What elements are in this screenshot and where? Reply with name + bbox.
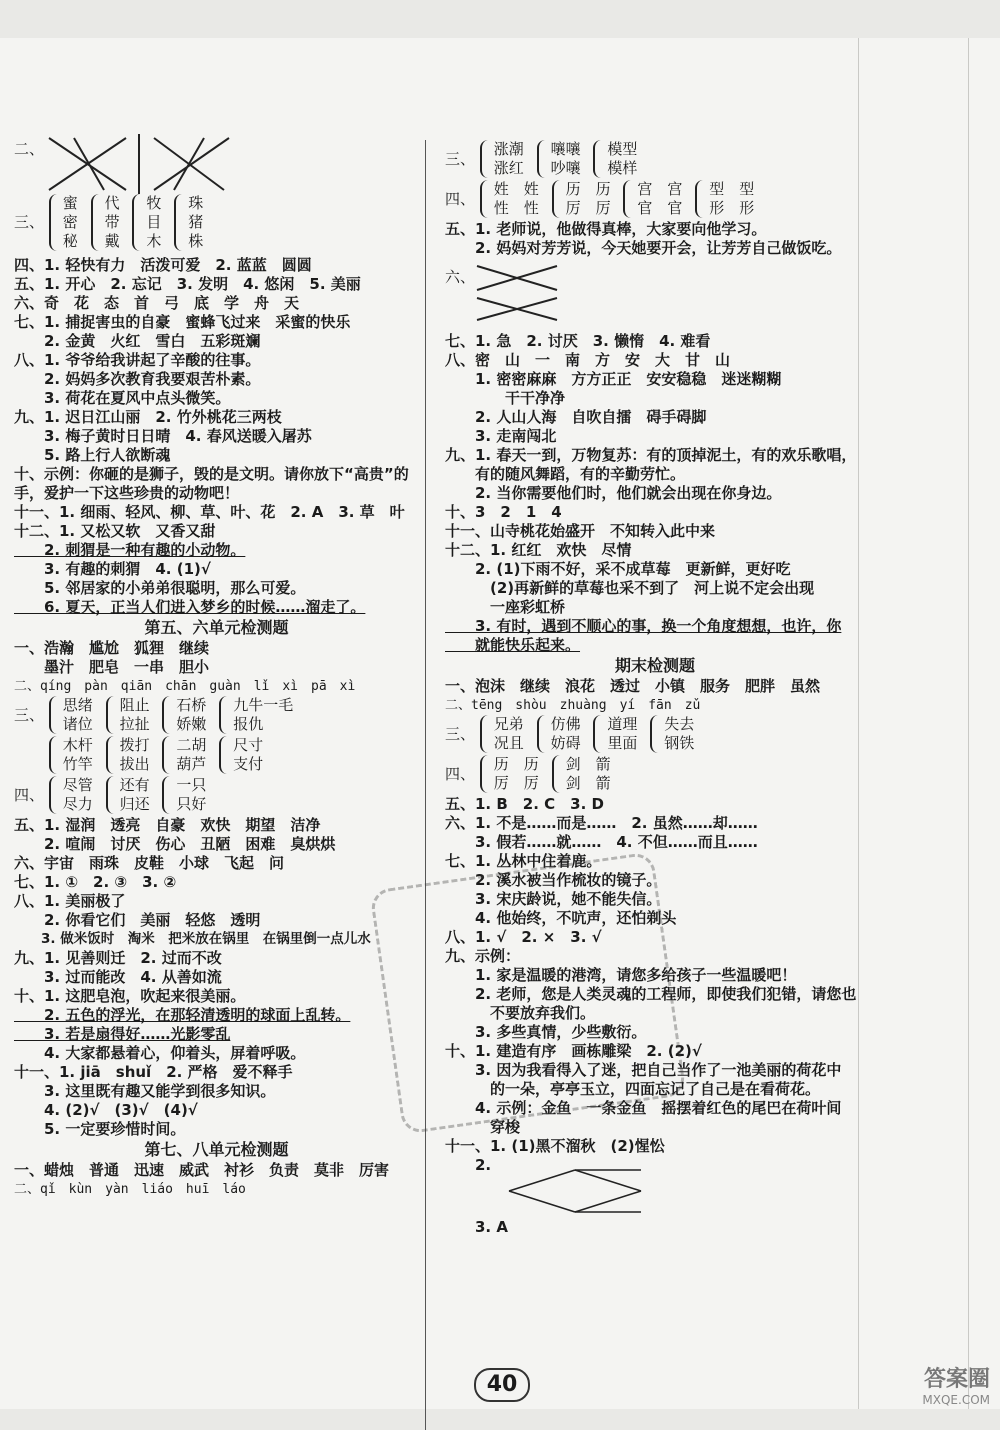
q2-matching-lines [14, 140, 419, 194]
page-fold-line [968, 38, 969, 1409]
answer-line: 八、1. 爷爷给我讲起了辛酸的往事。 [14, 351, 261, 369]
answer-line: 五、1. B 2. C 3. D [445, 795, 604, 813]
answer-line: 干干净净 [445, 389, 566, 407]
char-group: 蜜 密 秘 [49, 194, 78, 251]
answer-line: 5. 邻居家的小弟弟很聪明，那么可爱。 [14, 579, 306, 597]
answer-line: 4. 他始终，不吭声，还怕剃头 [445, 909, 677, 927]
answer-line: 十一、1. jiā shuǐ 2. 严格 爱不释手 [14, 1063, 293, 1081]
word-group: 仿佛 妨碍 [537, 715, 581, 753]
answer-line: 2. (1)下雨不好，采不成草莓 更新鲜，更好吃 [445, 560, 791, 578]
pinyin-line: 二、qǐ kùn yàn liáo huī láo [14, 1182, 246, 1197]
answer-line: 六、1. 不是……而是…… 2. 虽然……却…… [445, 814, 758, 832]
answer-line: 一座彩虹桥 [445, 598, 566, 616]
answer-line: 3. 做米饭时 淘米 把米放在锅里 在锅里倒一点儿水 [14, 931, 371, 947]
answer-line: 2. 金黄 火红 雪白 五彩斑斓 [14, 332, 261, 350]
answer-line: 2. 妈妈对芳芳说，今天她要开会，让芳芳自己做饭吃。 [445, 239, 842, 257]
answer-line: 3. 有时，遇到不顺心的事，换一个角度想想，也许，你 [445, 617, 842, 635]
word-groups: 三、 涨潮 涨红 嚷嚷 吵嚷 模型 模样 [445, 140, 638, 177]
q3-label: 三、 [14, 213, 45, 231]
word-group: 剑 箭 剑 箭 [552, 755, 611, 793]
answer-line: 4. 示例：金鱼 一条金鱼 摇摆着红色的尾巴在荷叶间 [445, 1099, 842, 1117]
answer-line: 八、密 山 一 南 方 安 大 甘 山 [445, 351, 731, 369]
answer-line: 2. 当你需要他们时，他们就会出现在你身边。 [445, 484, 782, 502]
answer-line: 不要放弃我们。 [445, 1004, 596, 1022]
answer-line: 3. 走南闯北 [445, 427, 557, 445]
answer-line: 3. 梅子黄时日日晴 4. 春风送暖入屠苏 [14, 427, 312, 445]
word-group: 姓 姓 性 性 [480, 180, 539, 218]
column-divider [425, 140, 426, 1430]
left-column [14, 140, 419, 1199]
answer-line: 4. (2)√ (3)√ (4)√ [14, 1101, 198, 1119]
word-groups: 四、 尽管 尽力 还有 归还 一只 只好 [14, 776, 207, 813]
answer-line: 五、1. 湿润 透亮 自豪 欢快 期望 洁净 [14, 816, 321, 834]
word-groups: 四、 历 历 厉 厉 剑 箭 剑 箭 [445, 755, 611, 792]
word-group: 历 历 厉 厉 [480, 755, 539, 793]
word-group: 道理 里面 [593, 715, 637, 753]
answer-line: 四、1. 轻快有力 活泼可爱 2. 蓝蓝 圆圆 [14, 256, 312, 274]
answer-line: 八、1. √ 2. × 3. √ [445, 928, 602, 946]
watermark-stamp [369, 851, 686, 1134]
answer-line: 2. 五色的浮光，在那轻清透明的球面上乱转。 [14, 1006, 351, 1024]
branch-lines-figure [505, 1166, 645, 1216]
answer-line: 五、1. 老师说，他做得真棒，大家要向他学习。 [445, 220, 767, 238]
answer-line: 墨汁 肥皂 一串 胆小 [14, 658, 210, 676]
word-group: 木杆 竹竿 [49, 736, 93, 774]
answer-line: 2. 喧闹 讨厌 伤心 丑陋 困难 臭烘烘 [14, 835, 336, 853]
char-group: 牧 目 木 [132, 194, 161, 251]
word-group: 石桥 娇嫩 [162, 696, 206, 734]
answer-line: 八、1. 美丽极了 [14, 892, 126, 910]
answer-line: 2. 溪水被当作梳妆的镜子。 [445, 871, 662, 889]
answer-line: 3. 有趣的刺猬 4. (1)√ [14, 560, 211, 578]
answer-line: 3. 因为我看得入了迷，把自己当作了一池美丽的荷花中 [445, 1061, 842, 1079]
answer-line: 九、1. 春天一到，万物复苏：有的顶掉泥土，有的欢乐歌唱， [445, 446, 857, 464]
answer-line: 十、1. 建造有序 画栋雕梁 2. (2)√ [445, 1042, 702, 1060]
word-group: 拨打 拔出 [106, 736, 150, 774]
answer-line: 5. 路上行人欲断魂 [14, 446, 171, 464]
answer-line: 6. 夏天，正当人们进入梦乡的时候……溜走了。 [14, 598, 366, 616]
word-groups: 四、 姓 姓 性 性 历 历 厉 厉 宫 宫 官 官 型 型 形 形 [445, 180, 755, 217]
answer-line: 3. 多些真情，少些敷衍。 [445, 1023, 647, 1041]
answer-line: 一、蜡烛 普通 迅速 威武 衬衫 负责 莫非 厉害 [14, 1161, 390, 1179]
word-groups [14, 736, 419, 776]
answer-line: 十一、山寺桃花始盛开 不知转入此中来 [445, 522, 716, 540]
word-group: 还有 归还 [106, 776, 150, 814]
answer-line: 5. 一定要珍惜时间。 [14, 1120, 186, 1138]
word-group: 阻止 拉扯 [106, 696, 150, 734]
answer-line: 3. 过而能改 4. 从善如流 [14, 968, 222, 986]
matching-lines-figure [44, 134, 234, 196]
section-heading: 第五、六单元检测题 [144, 618, 289, 637]
answer-line: 就能快乐起来。 [445, 636, 581, 654]
answer-line: 十二、1. 又松又软 又香又甜 [14, 522, 216, 540]
word-group: 尺寸 支付 [219, 736, 263, 774]
matching-lines-figure [473, 260, 563, 326]
answer-line: 九、1. 迟日江山丽 2. 竹外桃花三两枝 [14, 408, 282, 426]
answer-line: 3. 荷花在夏风中点头微笑。 [14, 389, 231, 407]
answer-line: 十二、1. 红红 欢快 尽情 [445, 541, 632, 559]
answer-line: 十一、1. 细雨、轻风、柳、草、叶、花 2. A 3. 草 叶 [14, 503, 405, 521]
answer-line: 4. 大家都悬着心，仰着头，屏着呼吸。 [14, 1044, 306, 1062]
word-groups: 三、 思绪 诸位 阻止 拉扯 石桥 娇嫩 九牛一毛 报仇 [14, 696, 294, 733]
char-group: 代 带 戴 [91, 194, 120, 251]
answer-line: 2. 妈妈多次教育我要艰苦朴素。 [14, 370, 261, 388]
word-group: 失去 钢铁 [650, 715, 694, 753]
answer-line: 3. 若是扇得好……光影零乱 [14, 1025, 231, 1043]
answer-line: 九、1. 见善则迁 2. 过而不改 [14, 949, 222, 967]
word-group: 兄弟 况且 [480, 715, 524, 753]
answer-line: 手，爱护一下这些珍贵的动物吧！ [14, 484, 240, 502]
q3-groups [14, 194, 419, 256]
answer-line: 五、1. 开心 2. 忘记 3. 发明 4. 悠闲 5. 美丽 [14, 275, 361, 293]
answer-line: 十、1. 这肥皂泡，吹起来很美丽。 [14, 987, 246, 1005]
answer-line: 六、宇宙 雨珠 皮鞋 小球 飞起 问 [14, 854, 285, 872]
answer-line: 1. 家是温暖的港湾，请您多给孩子一些温暖吧！ [445, 966, 797, 984]
answer-line: 3. 这里既有趣又能学到很多知识。 [14, 1082, 276, 1100]
pinyin-line: 二、qíng pàn qiān chān guàn lǐ xì pā xì [14, 679, 356, 694]
answer-line: 十一、1. (1)黑不溜秋 (2)惺忪 [445, 1137, 665, 1155]
answer-line: 七、1. ① 2. ③ 3. ② [14, 873, 177, 891]
word-group: 尽管 尽力 [49, 776, 93, 814]
q2-label: 二、 [14, 140, 45, 158]
word-group: 一只 只好 [162, 776, 206, 814]
answer-line: 1. 密密麻麻 方方正正 安安稳稳 迷迷糊糊 [445, 370, 782, 388]
answer-line: 2. 人山人海 自吹自擂 碍手碍脚 [445, 408, 707, 426]
answer-line: 3. 假若……就…… 4. 不但……而且…… [445, 833, 758, 851]
q6-matching-lines: 六、 [445, 258, 865, 332]
word-group: 宫 宫 官 官 [623, 180, 682, 218]
answer-line: 十、示例：你砸的是狮子，毁的是文明。请你放下“高贵”的 [14, 465, 409, 483]
pinyin-line: 二、tēng shòu zhuàng yí fān zǔ [445, 698, 701, 713]
answer-line: 一、浩瀚 尴尬 狐狸 继续 [14, 639, 210, 657]
word-group: 二胡 葫芦 [162, 736, 206, 774]
answer-line: 的一朵，亭亭玉立，四面忘记了自己是在看荷花。 [445, 1080, 821, 1098]
section-heading: 期末检测题 [614, 656, 695, 675]
answer-line: (2)再新鲜的草莓也采不到了 河上说不定会出现 [445, 579, 815, 597]
answer-line: 有的随风舞蹈，有的辛勤劳忙。 [445, 465, 686, 483]
word-group: 模型 模样 [593, 140, 637, 178]
watermark-logo: 答案圈 MXQE.COM [922, 1367, 990, 1407]
answer-line: 穿梭 [445, 1118, 521, 1136]
word-groups: 三、 兄弟 况且 仿佛 妨碍 道理 里面 失去 钢铁 [445, 715, 695, 752]
answer-line: 七、1. 捕捉害虫的自豪 蜜蜂飞过来 采蜜的快乐 [14, 313, 351, 331]
answer-line: 一、泡沫 继续 浪花 透过 小镇 服务 肥胖 虽然 [445, 677, 821, 695]
answer-line: 七、1. 丛林中住着鹿。 [445, 852, 602, 870]
answer-line: 2. 刺猬是一种有趣的小动物。 [14, 541, 246, 559]
word-group: 嚷嚷 吵嚷 [537, 140, 581, 178]
word-group: 型 型 形 形 [695, 180, 754, 218]
answer-line: 3. A [445, 1218, 508, 1236]
answer-line: 3. 宋庆龄说，她不能失信。 [445, 890, 662, 908]
section-heading: 第七、八单元检测题 [144, 1140, 289, 1159]
answer-line: 2. 你看它们 美丽 轻悠 透明 [14, 911, 261, 929]
char-group: 珠 猪 株 [174, 194, 203, 251]
answer-line: 2. 老师，您是人类灵魂的工程师，即使我们犯错，请您也 [445, 985, 857, 1003]
answer-line: 六、奇 花 态 首 弓 底 学 舟 天 [14, 294, 300, 312]
answer-line: 十、3 2 1 4 [445, 503, 562, 521]
word-group: 涨潮 涨红 [480, 140, 524, 178]
page-number: 40 [474, 1368, 530, 1402]
word-group: 历 历 厉 厉 [552, 180, 611, 218]
word-group: 思绪 诸位 [49, 696, 93, 734]
answer-line: 七、1. 急 2. 讨厌 3. 懒惰 4. 难看 [445, 332, 711, 350]
q11-2-figure-row: 2. [445, 1156, 865, 1218]
answer-line: 九、示例： [445, 947, 521, 965]
word-group: 九牛一毛 报仇 [219, 696, 293, 734]
